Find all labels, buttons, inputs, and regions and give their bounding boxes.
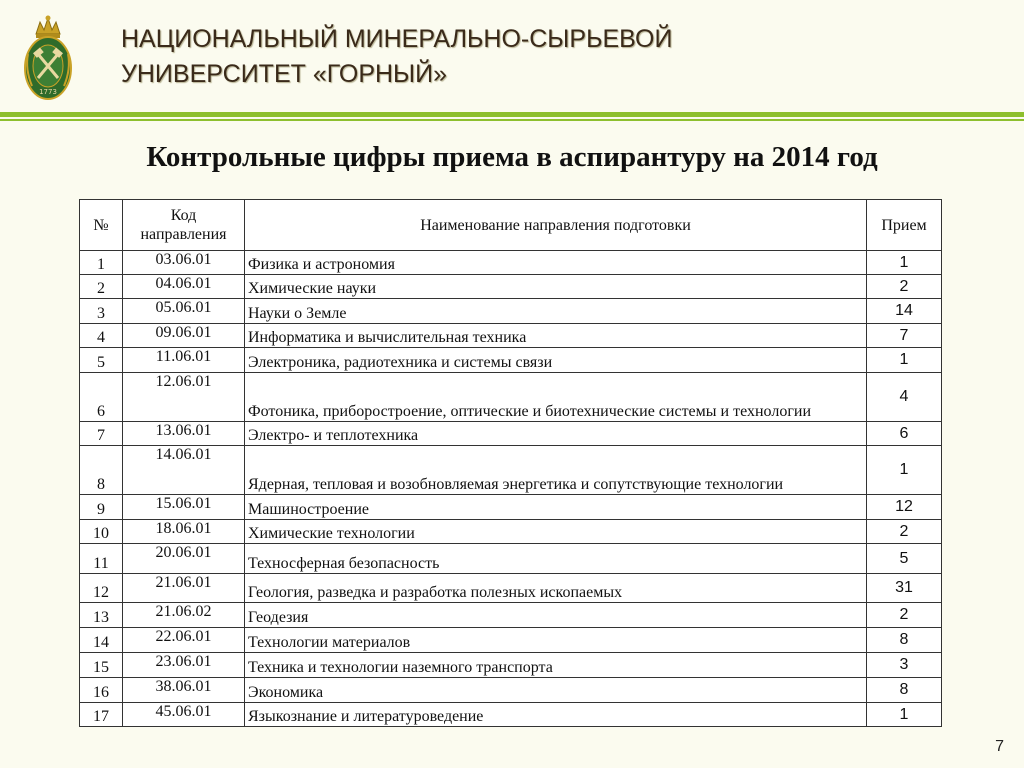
admission-count: 14 [867, 299, 942, 324]
direction-name: Электроника, радиотехника и системы связи [245, 348, 867, 373]
row-number: 3 [80, 299, 123, 324]
table-row [80, 251, 942, 275]
table-row [80, 324, 942, 348]
table-row [80, 544, 942, 574]
admission-count: 2 [867, 275, 942, 299]
direction-name: Техника и технологии наземного транспорта [245, 653, 867, 678]
row-number: 15 [80, 653, 123, 678]
admission-count: 2 [867, 603, 942, 628]
table-body [80, 251, 942, 727]
direction-code: 38.06.01 [123, 678, 245, 703]
direction-code: 20.06.01 [123, 544, 245, 574]
admission-count: 1 [867, 251, 942, 275]
direction-code: 21.06.02 [123, 603, 245, 628]
direction-name: Фотоника, приборостроение, оптические и биотехнические системы и технологии [245, 373, 867, 422]
direction-name: Химические науки [245, 275, 867, 299]
direction-code: 18.06.01 [123, 520, 245, 544]
page-number: 7 [995, 738, 1004, 755]
table-row [80, 628, 942, 653]
direction-code: 14.06.01 [123, 446, 245, 495]
logo-year: 1773 [39, 88, 57, 96]
direction-code: 23.06.01 [123, 653, 245, 678]
row-number: 12 [80, 574, 123, 603]
university-emblem-icon [22, 14, 74, 102]
admission-count: 4 [867, 373, 942, 422]
row-number: 5 [80, 348, 123, 373]
slide-title: Контрольные цифры приема в аспирантуру на 2014 год [146, 141, 878, 173]
direction-code: 03.06.01 [123, 251, 245, 275]
direction-name: Машиностроение [245, 495, 867, 520]
admission-count: 1 [867, 446, 942, 495]
row-number: 16 [80, 678, 123, 703]
table-header-row [80, 200, 942, 251]
direction-name: Физика и астрономия [245, 251, 867, 275]
row-number: 9 [80, 495, 123, 520]
row-number: 14 [80, 628, 123, 653]
admission-table [79, 199, 942, 727]
admission-count: 6 [867, 422, 942, 446]
header-admission: Прием [867, 200, 942, 251]
row-number: 1 [80, 251, 123, 275]
admission-count: 5 [867, 544, 942, 574]
header-name: Наименование направления подготовки [245, 200, 867, 251]
direction-code: 12.06.01 [123, 373, 245, 422]
slide-header [0, 0, 1024, 116]
direction-code: 04.06.01 [123, 275, 245, 299]
admission-count: 7 [867, 324, 942, 348]
row-number: 6 [80, 373, 123, 422]
direction-code: 13.06.01 [123, 422, 245, 446]
direction-name: Языкознание и литературоведение [245, 703, 867, 727]
row-number: 2 [80, 275, 123, 299]
admission-count: 8 [867, 628, 942, 653]
header-divider-thick [0, 112, 1024, 117]
table-row [80, 299, 942, 324]
table-row [80, 520, 942, 544]
admission-count: 3 [867, 653, 942, 678]
university-name-line-2: УНИВЕРСИТЕТ «ГОРНЫЙ» [121, 60, 448, 88]
row-number: 4 [80, 324, 123, 348]
university-name-line-1: НАЦИОНАЛЬНЫЙ МИНЕРАЛЬНО-СЫРЬЕВОЙ [121, 25, 673, 53]
table-row [80, 603, 942, 628]
direction-name: Науки о Земле [245, 299, 867, 324]
table-row [80, 678, 942, 703]
table-row [80, 373, 942, 422]
direction-code: 22.06.01 [123, 628, 245, 653]
direction-code: 21.06.01 [123, 574, 245, 603]
admission-count: 12 [867, 495, 942, 520]
direction-code: 05.06.01 [123, 299, 245, 324]
direction-code: 15.06.01 [123, 495, 245, 520]
admission-count: 1 [867, 703, 942, 727]
direction-code: 09.06.01 [123, 324, 245, 348]
direction-name: Техносферная безопасность [245, 544, 867, 574]
row-number: 17 [80, 703, 123, 727]
university-name [121, 22, 672, 92]
header-num: № [80, 200, 123, 251]
row-number: 10 [80, 520, 123, 544]
table-row [80, 446, 942, 495]
table-row [80, 574, 942, 603]
table-row [80, 653, 942, 678]
direction-name: Информатика и вычислительная техника [245, 324, 867, 348]
direction-name: Геодезия [245, 603, 867, 628]
row-number: 8 [80, 446, 123, 495]
table-row [80, 703, 942, 727]
header-divider-thin [0, 119, 1024, 121]
direction-name: Ядерная, тепловая и возобновляемая энергетика и сопутствующие технологии [245, 446, 867, 495]
table-row [80, 495, 942, 520]
row-number: 7 [80, 422, 123, 446]
admission-count: 31 [867, 574, 942, 603]
table-row [80, 422, 942, 446]
header-code: Код направления [123, 200, 245, 251]
row-number: 13 [80, 603, 123, 628]
direction-name: Технологии материалов [245, 628, 867, 653]
table-row [80, 348, 942, 373]
row-number: 11 [80, 544, 123, 574]
admission-count: 8 [867, 678, 942, 703]
direction-name: Электро- и теплотехника [245, 422, 867, 446]
direction-code: 45.06.01 [123, 703, 245, 727]
admission-count: 1 [867, 348, 942, 373]
admission-count: 2 [867, 520, 942, 544]
table-row [80, 275, 942, 299]
direction-code: 11.06.01 [123, 348, 245, 373]
direction-name: Экономика [245, 678, 867, 703]
direction-name: Химические технологии [245, 520, 867, 544]
direction-name: Геология, разведка и разработка полезных ископаемых [245, 574, 867, 603]
